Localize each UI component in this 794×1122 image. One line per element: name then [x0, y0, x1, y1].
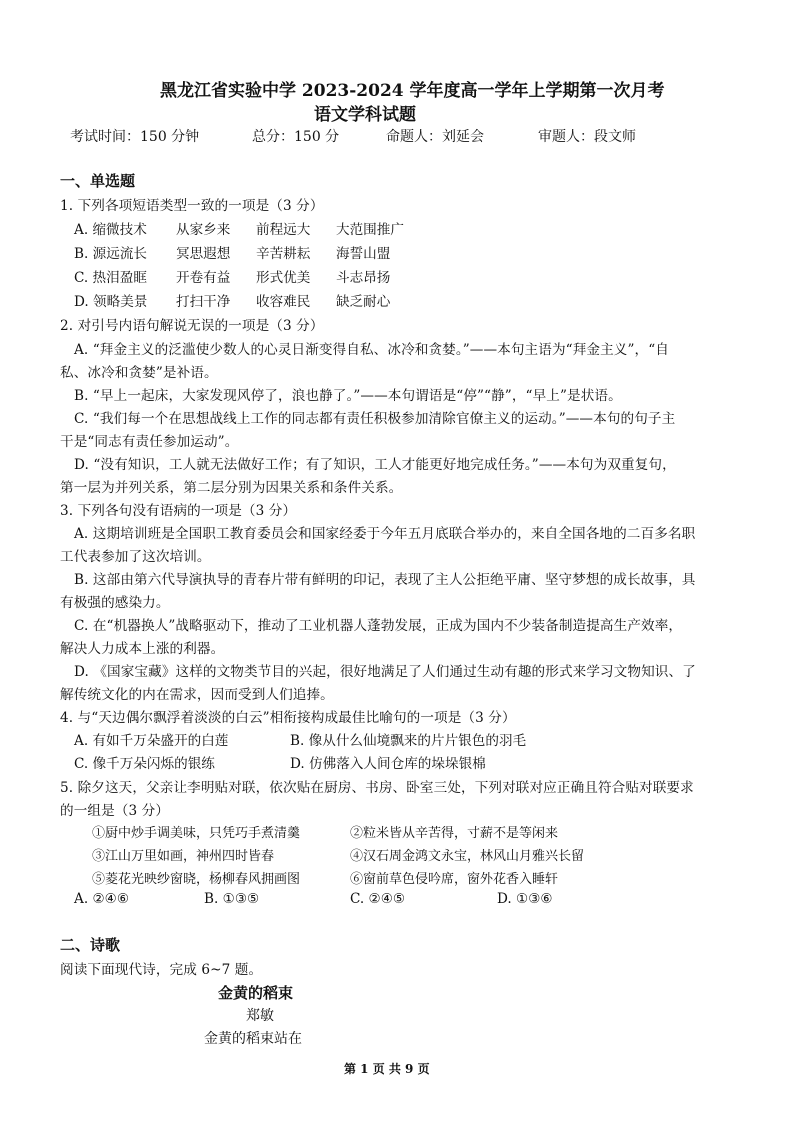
q2-line: B. “早上一起床，大家发现风停了，浪也静了。”——本句谓语是“停”“静”，“早上”是状语。: [74, 388, 622, 404]
q1-option-c-4: 斗志昂扬: [336, 270, 391, 286]
q3-line: 工代表参加了这次培训。: [60, 549, 211, 565]
q3-line: 解传统文化的内在需求，因而受到人们追捧。: [60, 687, 334, 703]
q3-line: B. 这部由第六代导演执导的青春片带有鲜明的印记，表现了主人公拒绝平庸、坚守梦想的成长故事，具: [74, 572, 696, 588]
reviewer: 审题人：段文师: [538, 129, 636, 145]
poetry-intro: 阅读下面现代诗，完成 6~7 题。: [60, 962, 263, 978]
total-score: 总分：150 分: [252, 129, 340, 145]
q1-option-b: B. 源远流长: [74, 246, 148, 262]
q1-option-c: C. 热泪盈眶: [74, 270, 147, 286]
q3-line: D. 《国家宝藏》这样的文物类节目的兴起，很好地满足了人们通过生动有趣的形式来学习文物知识、了: [74, 664, 696, 680]
q1-option-a-4: 大范围推广: [336, 222, 404, 238]
couplet-3: ③江山万里如画，神州四时皆春: [92, 849, 275, 864]
q1-option-d: D. 领略美景: [74, 294, 148, 310]
q3-line: A. 这期培训班是全国职工教育委员会和国家经委于今年五月底联合举办的，来自全国各地的二百多名职: [74, 526, 696, 542]
section-heading-single-choice: 一、单选题: [60, 172, 136, 190]
page-number: 第 1 页 共 9 页: [344, 1062, 430, 1076]
q3-stem: 3. 下列各句没有语病的一项是（3 分）: [60, 503, 297, 519]
q5-choice-a: A. ②④⑥: [74, 891, 130, 907]
q4-option-a: A. 有如千万朵盛开的白莲: [74, 733, 229, 749]
q1-option-a-3: 前程远大: [256, 222, 311, 238]
q2-line: 干是“同志有责任参加运动”。: [60, 434, 239, 450]
q1-option-b-3: 辛苦耕耘: [256, 246, 311, 262]
section-heading-poetry: 二、诗歌: [60, 936, 121, 954]
q5-stem: 5. 除夕这天，父亲让李明贴对联，依次贴在厨房、书房、卧室三处，下列对联对应正确且符合贴对联要求: [60, 780, 694, 796]
couplet-6: ⑥窗前草色侵吟席，窗外花香入睡轩: [350, 872, 559, 887]
q2-line: D. “没有知识，工人就无法做好工作；有了知识，工人才能更好地完成任务。”——本句为双重复句，: [74, 457, 676, 473]
q5-choice-b: B. ①③⑤: [204, 891, 260, 907]
q1-option-d-2: 打扫干净: [176, 294, 231, 310]
q3-line: C. 在“机器换人”战略驱动下，推动了工业机器人蓬勃发展，正成为国内不少装备制造提高生产效率，: [74, 618, 683, 634]
q5-choice-c: C. ②④⑤: [350, 891, 406, 907]
q4-option-c: C. 像千万朵闪烁的银练: [74, 756, 215, 772]
couplet-5: ⑤菱花光映纱窗晓，杨柳春风拥画图: [92, 872, 301, 887]
q1-option-a-2: 从家乡来: [176, 222, 231, 238]
q2-stem: 2. 对引号内语句解说无误的一项是（3 分）: [60, 318, 324, 334]
q4-option-d: D. 仿佛落入人间仓库的垛垛银棉: [290, 756, 486, 772]
q4-stem: 4. 与“天边偶尔飘浮着淡淡的白云”相衔接构成最佳比喻句的一项是（3 分）: [60, 710, 516, 726]
q1-stem: 1. 下列各项短语类型一致的一项是（3 分）: [60, 198, 324, 214]
q1-option-b-4: 海誓山盟: [336, 246, 391, 262]
q1-option-a: A. 缩微技术: [74, 222, 147, 238]
exam-time: 考试时间：150 分钟: [70, 129, 200, 145]
q2-line: A. “拜金主义的泛滥使少数人的心灵日渐变得自私、冰冷和贪婪。”——本句主语为“拜金主义”，“自: [74, 342, 669, 358]
q1-option-d-4: 缺乏耐心: [336, 294, 391, 310]
exam-subtitle: 语文学科试题: [314, 105, 416, 125]
poem-author: 郑敏: [246, 1008, 274, 1024]
q1-option-c-2: 开卷有益: [176, 270, 231, 286]
q2-line: C. “我们每一个在思想战线上工作的同志都有责任积极参加清除官僚主义的运动。”——本句的句子主: [74, 411, 676, 427]
q2-line: 私、冰冷和贪婪”是补语。: [60, 365, 218, 381]
q1-option-b-2: 冥思遐想: [176, 246, 231, 262]
q3-line: 解决人力成本上涨的利器。: [60, 641, 225, 657]
q1-option-c-3: 形式优美: [256, 270, 311, 286]
q5-choice-d: D. ①③⑥: [497, 891, 553, 907]
q5-stem-cont: 的一组是（3 分）: [60, 803, 170, 819]
setter: 命题人：刘延会: [386, 129, 484, 145]
couplet-1: ①厨中炒手调美味，只凭巧手煮清羹: [92, 826, 301, 841]
couplet-2: ②粒米皆从辛苦得，寸薪不是等闲来: [350, 826, 559, 841]
q3-line: 有极强的感染力。: [60, 595, 170, 611]
q4-option-b: B. 像从什么仙境飘来的片片银色的羽毛: [290, 733, 527, 749]
couplet-4: ④汉石周金鸿文永宝，林风山月雅兴长留: [350, 849, 585, 864]
poem-line: 金黄的稻束站在: [204, 1031, 302, 1047]
exam-title: 黑龙江省实验中学 2023-2024 学年度高一学年上学期第一次月考: [160, 81, 665, 101]
q2-line: 第一层为并列关系，第二层分别为因果关系和条件关系。: [60, 480, 403, 496]
poem-title: 金黄的稻束: [218, 984, 294, 1002]
q1-option-d-3: 收容难民: [256, 294, 311, 310]
